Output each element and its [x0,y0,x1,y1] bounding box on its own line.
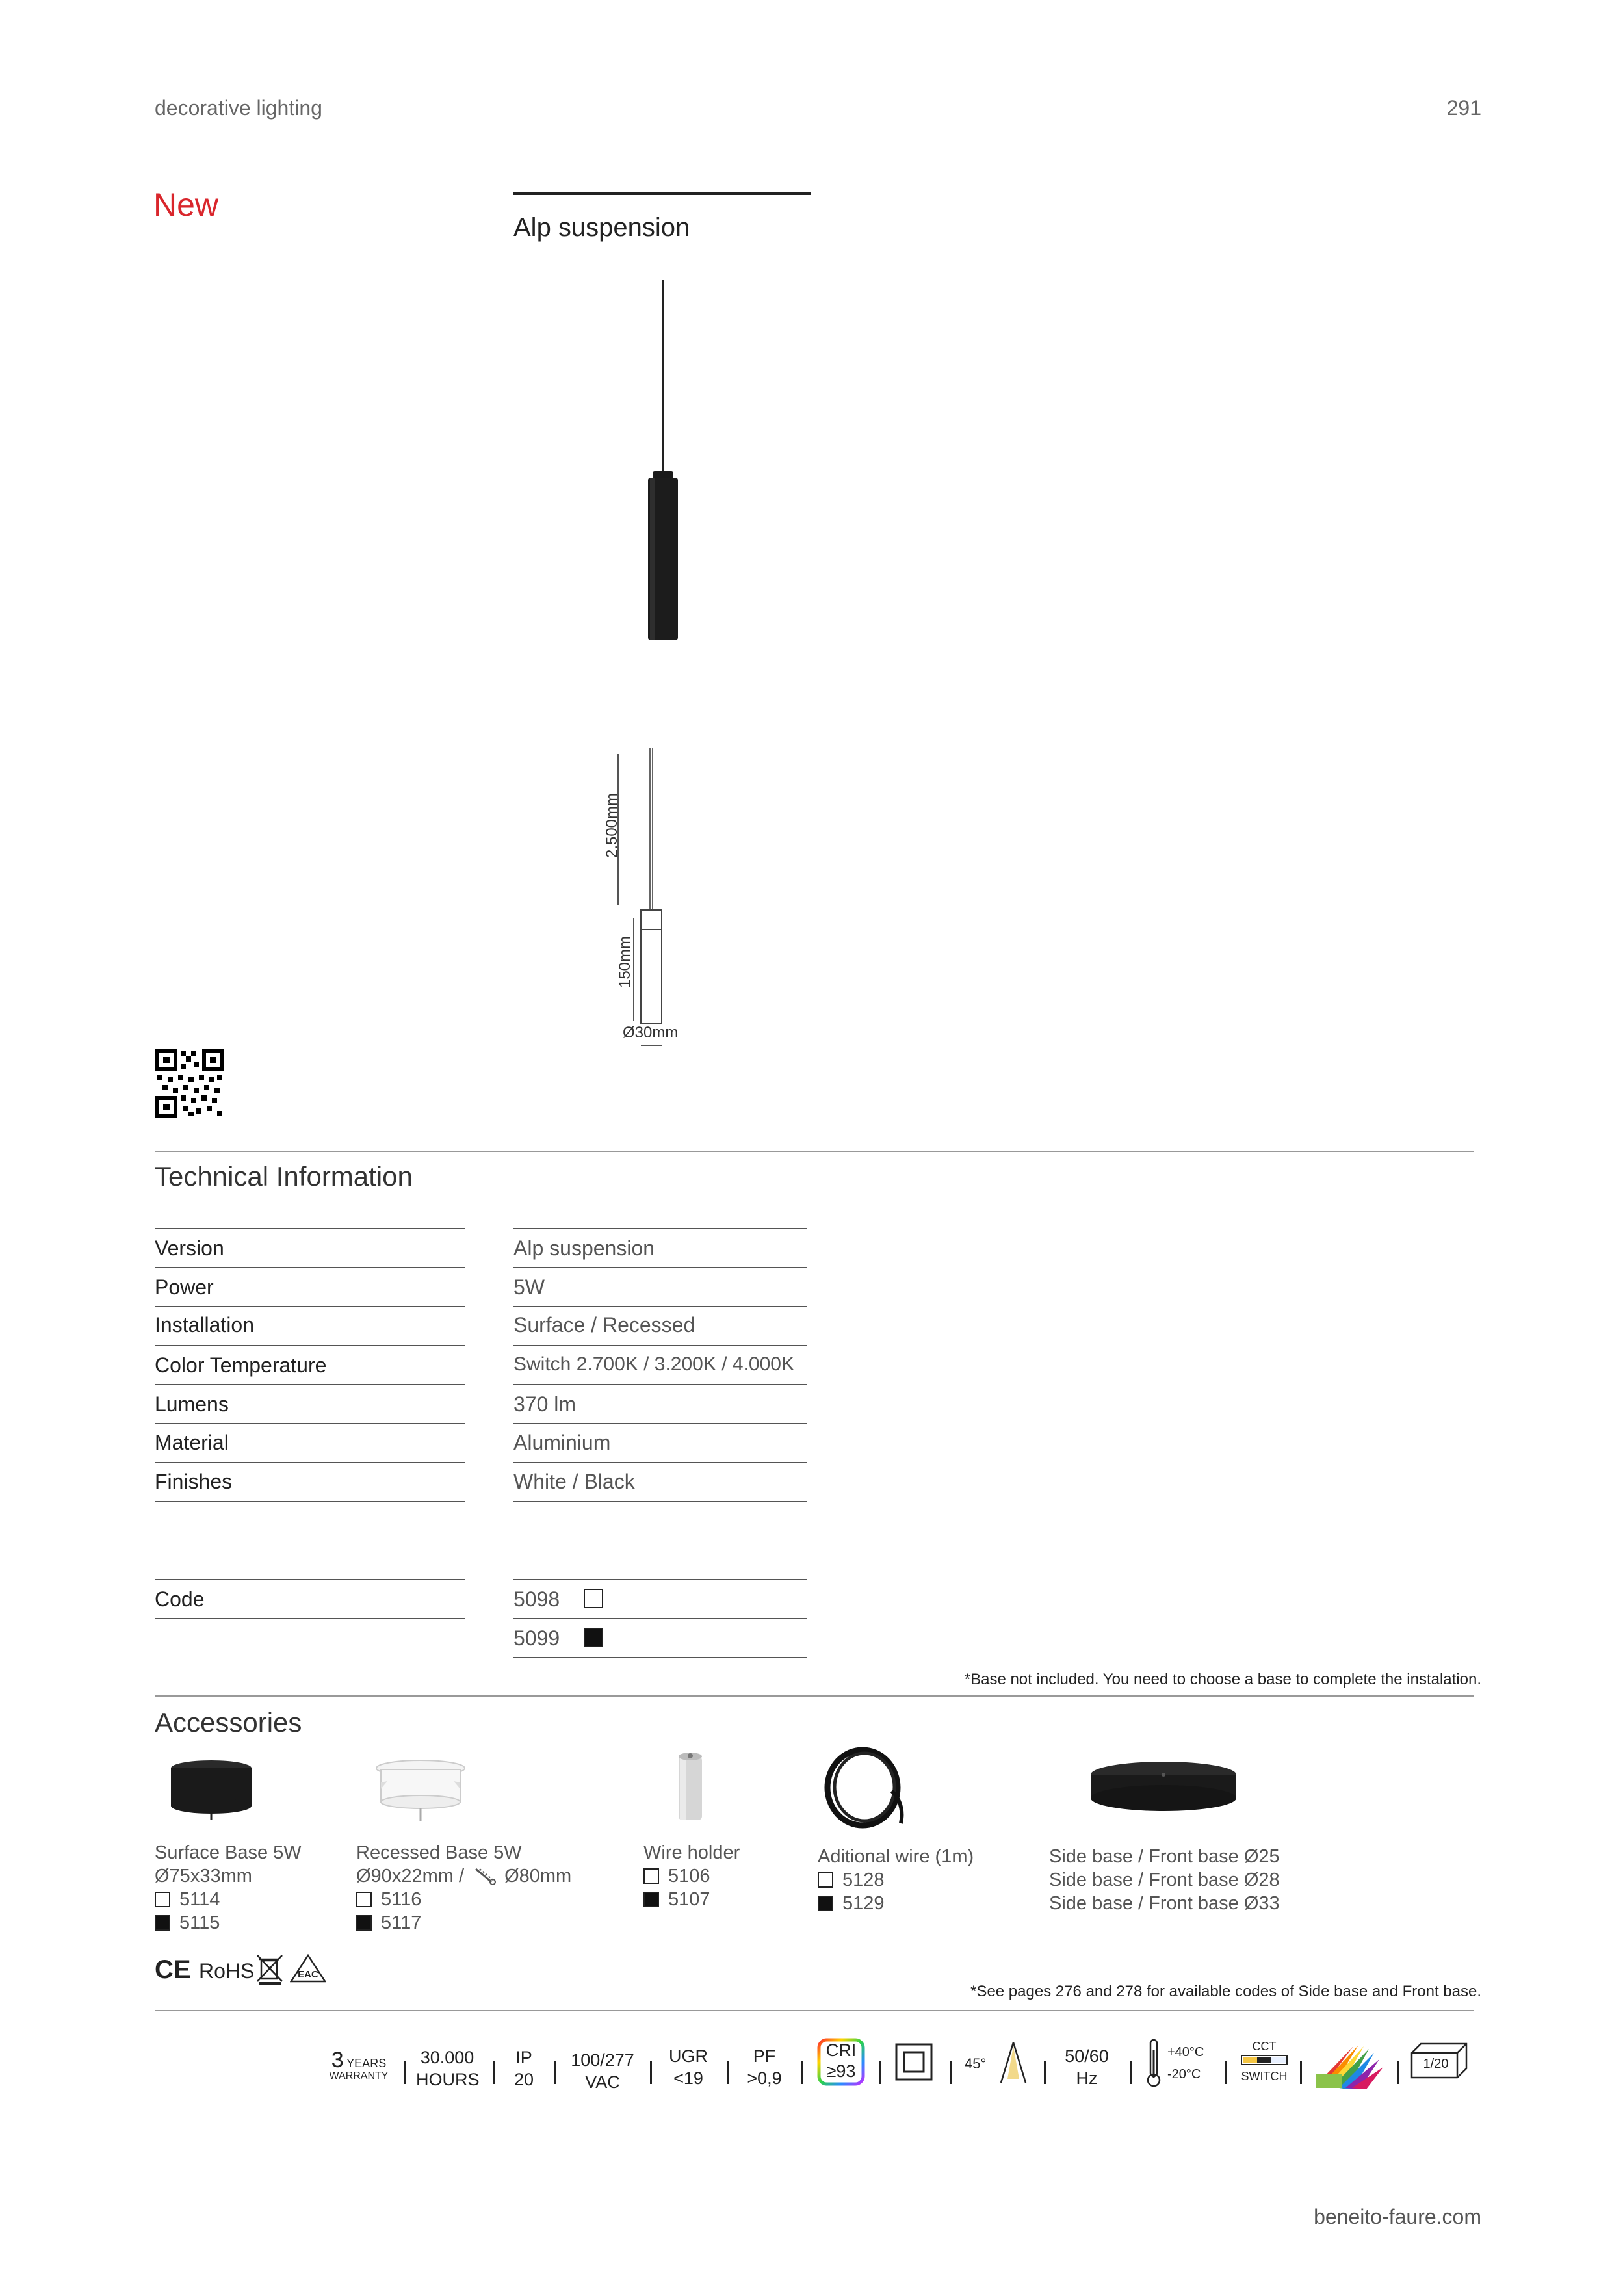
row-line [513,1423,807,1424]
title-rule [513,192,811,195]
icon-separator [1130,2061,1132,2084]
cct-switch-icon [1239,2040,1290,2083]
accessory-cut: Ø80mm [504,1866,572,1886]
icon-separator [404,2061,406,2084]
row-line [155,1345,465,1346]
icon-separator [1044,2061,1046,2084]
accessory-name: Surface Base 5W [155,1842,302,1863]
cct-switch-graphic [1240,2054,1288,2067]
color-finishes-fan-icon [1314,2035,1386,2089]
temperature-max: +40°C [1167,2045,1204,2059]
accessory-code-white: 5114 [179,1889,220,1910]
accessory-code-black: 5107 [668,1889,710,1910]
cct-label: CCT [1252,2040,1277,2053]
rohs-mark: RoHS [199,1959,255,1983]
accessory-code-black: 5117 [381,1912,422,1933]
code-label: Code [155,1587,205,1611]
spec-label-version: Version [155,1236,224,1260]
frequency-value: 50/60 [1065,2046,1109,2066]
accessory-code-white: 5128 [842,1870,885,1890]
spec-label-material: Material [155,1431,229,1454]
ip-value: 20 [513,2070,534,2089]
row-line [513,1657,807,1658]
spec-label-finishes: Finishes [155,1470,233,1493]
side-base-line: Side base / Front base Ø28 [1049,1870,1280,1890]
power-factor-icon [738,2045,790,2089]
side-base-image [1085,1755,1241,1820]
accessory-wire-holder [643,1841,740,1911]
code-black: 5099 [513,1626,560,1650]
spec-value-power: 5W [513,1275,545,1299]
accessory-code-black: 5115 [179,1912,220,1933]
accessories-title: Accessories [155,1707,302,1738]
diameter-label: Ø30mm [623,1024,679,1041]
wire-holder-image [671,1747,710,1825]
ip-rating-icon [504,2046,543,2091]
voltage-unit: VAC [585,2072,620,2092]
row-line [513,1462,807,1463]
spec-value-color-temperature: Switch 2.700K / 3.200K / 4.000K [513,1353,794,1375]
row-line [155,1306,465,1307]
accessory-name: Recessed Base 5W [356,1842,522,1863]
white-swatch [818,1872,833,1888]
page-number: 291 [1446,96,1481,120]
packaging-quantity: 1/20 [1423,2057,1449,2071]
black-swatch [818,1896,833,1911]
beam-angle-icon [997,2040,1030,2085]
row-line [155,1501,465,1502]
cut-out-icon [473,1866,498,1886]
cct-switch-label: SWITCH [1241,2070,1288,2083]
row-line [513,1579,807,1580]
accessory-side-base [1049,1845,1280,1915]
ip-label: IP [515,2048,532,2067]
ce-mark: CE [155,1955,191,1984]
icon-separator [879,2061,881,2084]
divider [155,1151,1474,1152]
white-swatch [356,1892,372,1907]
base-note: *Base not included. You need to choose a base to complete the instalation. [964,1671,1481,1688]
voltage-value: 100/277 [571,2050,634,2070]
weee-bin-icon [255,1953,285,1985]
ugr-value: <19 [673,2068,703,2088]
body-height-label: 150mm [616,935,634,989]
black-swatch [155,1915,170,1931]
recessed-base-image [372,1756,469,1828]
ugr-icon [662,2045,715,2089]
row-line [513,1267,807,1268]
new-badge: New [153,187,219,223]
icon-separator [554,2061,556,2084]
spec-value-material: Aluminium [513,1431,611,1454]
spec-label-power: Power [155,1275,214,1299]
section-label: decorative lighting [155,96,322,120]
row-line [513,1306,807,1307]
thermometer-icon [1144,2037,1163,2088]
cri-icon [818,2040,864,2081]
row-line [155,1618,465,1619]
product-title: Alp suspension [513,213,690,242]
additional-wire-image [820,1745,911,1830]
code-white: 5098 [513,1587,560,1611]
row-line [155,1462,465,1463]
beam-angle-label: 45° [965,2055,987,2072]
spec-label-color-temperature: Color Temperature [155,1353,327,1377]
accessories-note: *See pages 276 and 278 for available codes of Side base and Front base. [970,1983,1481,2000]
surface-base-image [166,1755,257,1820]
accessory-code-white: 5106 [668,1866,710,1886]
cable-length-label: 2.500mm [603,792,621,859]
accessory-code-black: 5129 [842,1893,885,1914]
row-line [513,1501,807,1502]
accessory-name: Wire holder [643,1842,740,1863]
row-line [513,1228,807,1229]
side-base-line: Side base / Front base Ø33 [1049,1893,1280,1914]
accessory-additional-wire [818,1845,974,1915]
accessory-surface-base [155,1841,302,1935]
icon-separator [1300,2061,1302,2084]
lifetime-hours-icon [416,2046,478,2091]
white-swatch [643,1868,659,1884]
pf-label: PF [753,2046,776,2066]
class-ii-insulation-icon [894,2042,933,2081]
icon-separator [1397,2061,1399,2084]
black-swatch [356,1915,372,1931]
spec-value-finishes: White / Black [513,1470,635,1493]
row-line [155,1423,465,1424]
warranty-unit: YEARS [346,2057,387,2070]
ugr-label: UGR [669,2046,708,2066]
frequency-unit: Hz [1076,2068,1098,2088]
divider [155,1695,1474,1697]
accessory-size: Ø90x22mm / [356,1866,464,1886]
row-line [513,1618,807,1619]
spec-label-lumens: Lumens [155,1392,229,1416]
cri-label: CRI [825,2041,857,2060]
pf-value: >0,9 [747,2068,782,2088]
website-link[interactable]: beneito-faure.com [1314,2205,1481,2228]
row-line [155,1228,465,1229]
temperature-min: -20°C [1167,2067,1201,2081]
warranty-icon [326,2048,391,2082]
warranty-years: 3 [331,2048,344,2072]
product-image [624,280,702,644]
row-line [513,1384,807,1385]
icon-separator [650,2061,652,2084]
accessory-code-white: 5116 [381,1889,422,1910]
icon-separator [801,2061,803,2084]
hours-unit: HOURS [416,2070,480,2089]
temperature-range [1167,2041,1204,2085]
accessory-recessed-base [356,1841,571,1935]
qr-code[interactable] [155,1049,225,1119]
spec-value-lumens: 370 lm [513,1392,577,1416]
black-swatch [643,1892,659,1907]
row-line [155,1579,465,1580]
white-swatch [584,1589,603,1608]
spec-value-installation: Surface / Recessed [513,1313,695,1337]
accessory-size: Ø75x33mm [155,1866,252,1886]
spec-value-version: Alp suspension [513,1236,655,1260]
hours-value: 30.000 [420,2048,474,2067]
divider [155,2010,1474,2011]
spec-label-installation: Installation [155,1313,254,1337]
side-base-line: Side base / Front base Ø25 [1049,1846,1280,1867]
row-line [155,1384,465,1385]
icon-separator [950,2061,952,2084]
warranty-label: WARRANTY [329,2070,389,2081]
icon-separator [1225,2061,1227,2084]
frequency-icon [1056,2045,1118,2089]
cri-value: ≥93 [826,2061,856,2081]
voltage-icon [567,2049,638,2093]
technical-title: Technical Information [155,1161,413,1192]
svg-text:EAC: EAC [298,1969,318,1980]
icon-separator [493,2061,495,2084]
accessory-name: Aditional wire (1m) [818,1846,974,1867]
icon-separator [727,2061,729,2084]
eac-mark-icon [290,1954,326,1983]
row-line [513,1345,807,1346]
row-line [155,1267,465,1268]
black-swatch [584,1628,603,1647]
white-swatch [155,1892,170,1907]
